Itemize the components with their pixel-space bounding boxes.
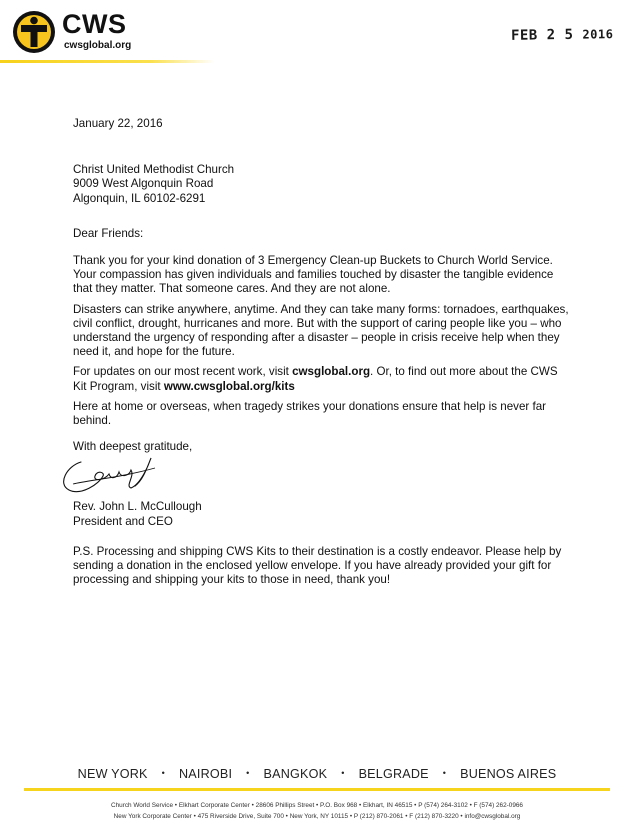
address-line: Algonquin, IL 60102-6291 xyxy=(73,191,206,205)
signer-title: President and CEO xyxy=(73,514,173,528)
city-separator: • xyxy=(246,768,250,778)
header-rule xyxy=(0,60,215,63)
cws-cross-person-icon xyxy=(12,10,56,54)
cws-logo xyxy=(12,8,162,56)
city-name: BELGRADE xyxy=(358,767,429,781)
city-name: NEW YORK xyxy=(77,767,148,781)
cwsglobal-link[interactable]: cwsglobal.org xyxy=(292,365,371,379)
paragraph-disasters: Disasters can strike anywhere, anytime. And they can take many forms: tornadoes, earthquakes, civil conflict, drought, hurricanes and more. But with the support of caring people like you – who understand the urgency of responding after a disaster – people in crisis receive help when they need it, and hope for the future. xyxy=(73,302,569,359)
salutation: Dear Friends: xyxy=(73,226,144,240)
postscript: P.S. Processing and shipping CWS Kits to their destination is a costly endeavor. Please help by sending a donation in the enclosed yellow envelope. If you have already provided your gift for processing and shipping your kits to those in need, thank you! xyxy=(73,544,562,587)
recipient-address xyxy=(73,163,573,206)
paragraph-home: Here at home or overseas, when tragedy strikes your donations ensure that help is never far behind. xyxy=(73,399,547,428)
city-separator: • xyxy=(161,768,165,778)
stamp-month-day: FEB 2 5 xyxy=(510,26,574,44)
paragraph-thanks: Thank you for your kind donation of 3 Emergency Clean-up Buckets to Church World Service. Your compassion has given individuals and families touched by disaster the tangible evidence that they matter. That someone cares. And they are not alone. xyxy=(73,254,554,296)
received-date-stamp xyxy=(511,26,614,44)
closing: With deepest gratitude, xyxy=(73,440,193,454)
kits-link[interactable]: www.cwsglobal.org/kits xyxy=(163,379,295,393)
stamp-year: 2016 xyxy=(582,27,614,42)
footer-line: Church World Service • Elkhart Corporate Center • 28606 Phillips Street • P.O. Box 968 • Elkhart, IN 46515 • P (574) 264-3102 • F (574) 262-0966 xyxy=(111,802,523,809)
office-cities xyxy=(0,767,634,781)
updates-text-2: . Or, to find out more about the CWS Kit Program, visit xyxy=(73,365,558,393)
updates-text: For updates on our most recent work, visit xyxy=(73,365,293,379)
address-line: 9009 West Algonquin Road xyxy=(73,177,214,191)
footer-contact xyxy=(0,800,634,822)
address-line: Christ United Methodist Church xyxy=(73,163,235,177)
logo-name: CWS xyxy=(62,9,127,39)
city-name: BUENOS AIRES xyxy=(460,767,557,781)
logo-url: cwsglobal.org xyxy=(64,40,132,51)
city-name: NAIROBI xyxy=(178,767,233,781)
footer-line: New York Corporate Center • 475 Riverside Drive, Suite 700 • New York, NY 10115 • P (212) 870-2061 • F (212) 870-3220 • info@cwsglobal.org xyxy=(113,813,521,820)
letter-body xyxy=(73,117,573,587)
footer-rule xyxy=(24,788,610,791)
city-separator: • xyxy=(442,768,447,778)
paragraph-updates xyxy=(73,365,573,393)
city-name: BANGKOK xyxy=(263,767,328,781)
signature xyxy=(59,454,169,500)
letter-date: January 22, 2016 xyxy=(73,117,163,130)
signer-name: Rev. John L. McCullough xyxy=(73,500,202,514)
city-separator: • xyxy=(341,768,345,778)
